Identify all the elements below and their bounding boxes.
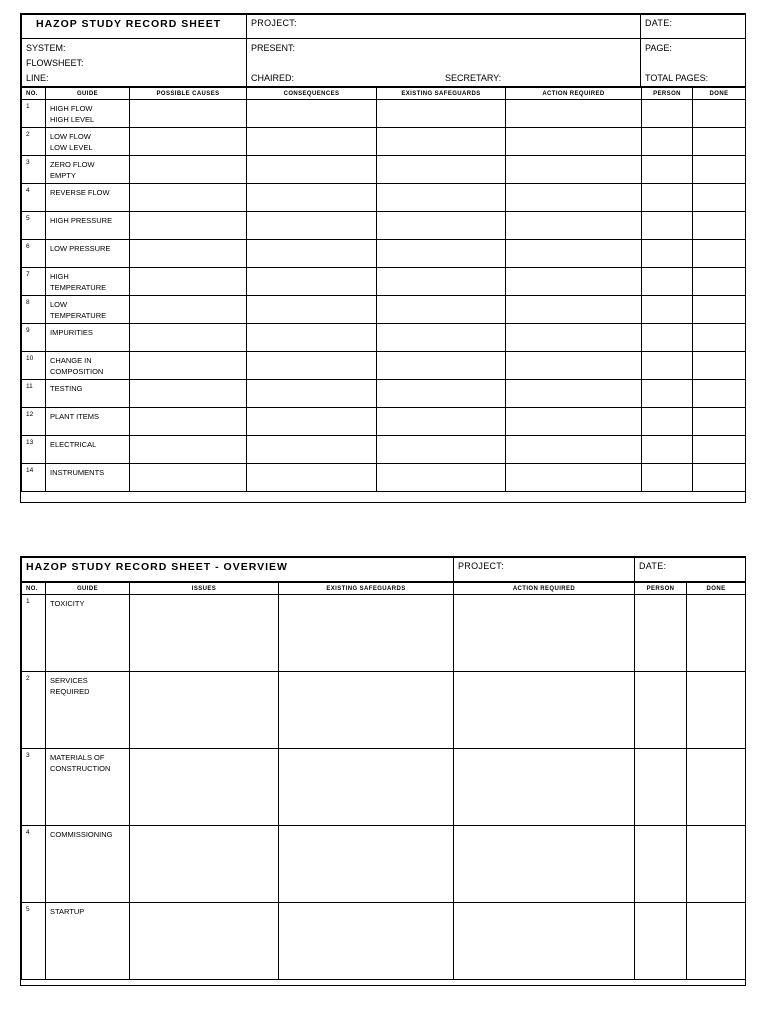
column-header: DONE [693,88,746,100]
entry-cell[interactable] [506,240,642,268]
row-number: 10 [22,352,46,380]
guide-word-line: HIGH FLOW [50,104,93,113]
guide-word-line: MATERIALS OF [50,753,105,762]
sheet1-date-field[interactable]: DATE: [641,15,746,39]
hazop-record-sheet [20,13,746,503]
table-row [22,749,746,826]
guide-word-line: TOXICITY [50,599,85,608]
entry-cell[interactable] [506,100,642,128]
entry-cell[interactable] [377,464,506,492]
entry-cell[interactable] [130,156,247,184]
row-number: 13 [22,436,46,464]
entry-cell[interactable] [130,903,279,980]
column-header: POSSIBLE CAUSES [130,88,247,100]
entry-cell[interactable] [642,352,693,380]
entry-cell[interactable] [635,903,687,980]
guide-word-line: TESTING [50,384,83,393]
column-header: GUIDE [46,583,130,595]
row-number: 3 [22,749,46,826]
entry-cell[interactable] [506,408,642,436]
entry-cell[interactable] [130,380,247,408]
table-row [22,324,746,352]
row-number: 2 [22,672,46,749]
sheet1-present-block[interactable] [247,39,641,87]
entry-cell[interactable] [693,268,746,296]
entry-cell[interactable] [377,268,506,296]
entry-cell[interactable] [377,212,506,240]
guide-word-line: HIGH [50,272,69,281]
row-number: 4 [22,826,46,903]
entry-cell[interactable] [130,672,279,749]
flowsheet-field[interactable]: FLOWSHEET: [26,58,84,68]
row-number: 12 [22,408,46,436]
entry-cell[interactable] [247,380,377,408]
entry-cell[interactable] [693,324,746,352]
entry-cell[interactable] [693,156,746,184]
entry-cell[interactable] [642,408,693,436]
entry-cell[interactable] [506,184,642,212]
guide-word-line: LOW LEVEL [50,143,93,152]
entry-cell[interactable] [247,324,377,352]
column-header: NO. [22,88,46,100]
secretary-field[interactable]: SECRETARY: [445,73,502,83]
sheet2-title: HAZOP STUDY RECORD SHEET - OVERVIEW [22,558,454,582]
row-number: 9 [22,324,46,352]
entry-cell[interactable] [642,296,693,324]
entry-cell[interactable] [635,595,687,672]
entry-cell[interactable] [247,352,377,380]
entry-cell[interactable] [279,903,454,980]
guide-word [46,464,130,492]
entry-cell[interactable] [377,436,506,464]
entry-cell[interactable] [377,408,506,436]
entry-cell[interactable] [377,324,506,352]
table-row [22,296,746,324]
guide-word [46,324,130,352]
entry-cell[interactable] [506,268,642,296]
total-pages-field[interactable]: TOTAL PAGES: [645,73,709,83]
guide-word [46,240,130,268]
entry-cell[interactable] [247,184,377,212]
entry-cell[interactable] [687,749,746,826]
table-row [22,595,746,672]
column-header: EXISTING SAFEGUARDS [279,583,454,595]
column-header: DONE [687,583,746,595]
entry-cell[interactable] [377,100,506,128]
page-field[interactable]: PAGE: [645,43,672,53]
entry-cell[interactable] [130,408,247,436]
guide-word-line: HIGH LEVEL [50,115,95,124]
guide-word [46,100,130,128]
entry-cell[interactable] [247,128,377,156]
sheet2-header-table [21,557,746,582]
entry-cell[interactable] [377,240,506,268]
entry-cell[interactable] [130,464,247,492]
row-number: 2 [22,128,46,156]
guide-word-line: LOW PRESSURE [50,244,111,253]
sheet2-column-headers [22,583,746,595]
table-row [22,672,746,749]
column-header: PERSON [642,88,693,100]
row-number: 4 [22,184,46,212]
guide-word [46,903,130,980]
entry-cell[interactable] [247,408,377,436]
entry-cell[interactable] [693,296,746,324]
entry-cell[interactable] [130,436,247,464]
entry-cell[interactable] [130,240,247,268]
entry-cell[interactable] [693,380,746,408]
sheet1-project-field[interactable]: PROJECT: [247,15,641,39]
entry-cell[interactable] [642,324,693,352]
guide-word [46,212,130,240]
column-header: ACTION REQUIRED [506,88,642,100]
column-header: CONSEQUENCES [247,88,377,100]
entry-cell[interactable] [506,324,642,352]
guide-word-line: PLANT ITEMS [50,412,100,421]
entry-cell[interactable] [642,436,693,464]
sheet1-column-headers [22,88,746,100]
sheet2-date-field[interactable]: DATE: [635,558,746,582]
entry-cell[interactable] [130,184,247,212]
entry-cell[interactable] [693,436,746,464]
guide-word-line: REVERSE FLOW [50,188,110,197]
guide-word [46,128,130,156]
row-number: 6 [22,240,46,268]
entry-cell[interactable] [693,464,746,492]
hazop-overview-sheet [20,556,746,986]
guide-word [46,595,130,672]
entry-cell[interactable] [130,749,279,826]
sheet1-system-block[interactable] [22,39,247,87]
entry-cell[interactable] [506,464,642,492]
system-field[interactable]: SYSTEM: [26,43,66,53]
guide-word-line: HIGH PRESSURE [50,216,113,225]
entry-cell[interactable] [642,464,693,492]
table-row [22,268,746,296]
entry-cell[interactable] [247,100,377,128]
entry-cell[interactable] [377,156,506,184]
row-number: 7 [22,268,46,296]
guide-word [46,184,130,212]
entry-cell[interactable] [247,156,377,184]
sheet1-title: HAZOP STUDY RECORD SHEET [22,15,247,39]
entry-cell[interactable] [454,749,635,826]
row-number: 14 [22,464,46,492]
entry-cell[interactable] [247,268,377,296]
entry-cell[interactable] [130,100,247,128]
column-header: NO. [22,583,46,595]
entry-cell[interactable] [506,128,642,156]
row-number: 3 [22,156,46,184]
table-row [22,903,746,980]
table-row [22,464,746,492]
guide-word-line: SERVICES [50,676,88,685]
row-number: 11 [22,380,46,408]
guide-word-line: STARTUP [50,907,85,916]
sheet1-grid [21,87,746,492]
row-number: 8 [22,296,46,324]
guide-word [46,296,130,324]
row-number: 1 [22,595,46,672]
entry-cell[interactable] [642,268,693,296]
guide-word-line: LOW FLOW [50,132,91,141]
table-row [22,184,746,212]
entry-cell[interactable] [693,128,746,156]
guide-word-line: COMPOSITION [50,367,104,376]
entry-cell[interactable] [693,100,746,128]
column-header: ISSUES [130,583,279,595]
guide-word-line: COMMISSIONING [50,830,113,839]
entry-cell[interactable] [247,240,377,268]
entry-cell[interactable] [454,826,635,903]
entry-cell[interactable] [635,749,687,826]
sheet1-page-block[interactable] [641,39,746,87]
entry-cell[interactable] [506,352,642,380]
row-number: 5 [22,903,46,980]
entry-cell[interactable] [279,595,454,672]
entry-cell[interactable] [279,672,454,749]
entry-cell[interactable] [642,128,693,156]
entry-cell[interactable] [130,324,247,352]
entry-cell[interactable] [247,212,377,240]
entry-cell[interactable] [506,212,642,240]
table-row [22,408,746,436]
entry-cell[interactable] [454,595,635,672]
table-row [22,100,746,128]
entry-cell[interactable] [693,352,746,380]
entry-cell[interactable] [377,128,506,156]
entry-cell[interactable] [130,268,247,296]
entry-cell[interactable] [506,380,642,408]
entry-cell[interactable] [279,749,454,826]
entry-cell[interactable] [693,408,746,436]
table-row [22,240,746,268]
table-row [22,212,746,240]
guide-word-line: ZERO FLOW [50,160,95,169]
table-row [22,128,746,156]
guide-word [46,352,130,380]
guide-word [46,826,130,903]
entry-cell[interactable] [130,826,279,903]
entry-cell[interactable] [635,672,687,749]
entry-cell[interactable] [506,296,642,324]
guide-word [46,268,130,296]
guide-word [46,672,130,749]
entry-cell[interactable] [130,595,279,672]
guide-word-line: LOW [50,300,68,309]
entry-cell[interactable] [687,595,746,672]
table-row [22,380,746,408]
column-header: EXISTING SAFEGUARDS [377,88,506,100]
chaired-field[interactable]: CHAIRED: [251,73,295,83]
entry-cell[interactable] [130,352,247,380]
guide-word-line: REQUIRED [50,687,90,696]
entry-cell[interactable] [279,826,454,903]
entry-cell[interactable] [687,826,746,903]
sheet1-header-table [21,14,746,87]
entry-cell[interactable] [693,184,746,212]
sheet2-project-field[interactable]: PROJECT: [454,558,635,582]
guide-word-line: TEMPERATURE [50,283,107,292]
entry-cell[interactable] [247,464,377,492]
entry-cell[interactable] [642,240,693,268]
entry-cell[interactable] [687,903,746,980]
entry-cell[interactable] [377,352,506,380]
entry-cell[interactable] [377,296,506,324]
column-header: PERSON [635,583,687,595]
entry-cell[interactable] [247,296,377,324]
entry-cell[interactable] [642,212,693,240]
column-header: GUIDE [46,88,130,100]
present-field[interactable]: PRESENT: [251,43,296,53]
table-row [22,156,746,184]
guide-word [46,156,130,184]
entry-cell[interactable] [635,826,687,903]
guide-word [46,749,130,826]
entry-cell[interactable] [130,212,247,240]
guide-word-line: CHANGE IN [50,356,92,365]
sheet2-grid [21,582,746,980]
row-number: 5 [22,212,46,240]
guide-word-line: INSTRUMENTS [50,468,105,477]
entry-cell[interactable] [642,100,693,128]
table-row [22,826,746,903]
guide-word [46,380,130,408]
entry-cell[interactable] [506,156,642,184]
entry-cell[interactable] [130,296,247,324]
entry-cell[interactable] [642,380,693,408]
guide-word-line: EMPTY [50,171,76,180]
entry-cell[interactable] [687,672,746,749]
entry-cell[interactable] [247,436,377,464]
entry-cell[interactable] [693,240,746,268]
guide-word [46,436,130,464]
entry-cell[interactable] [642,156,693,184]
entry-cell[interactable] [454,672,635,749]
entry-cell[interactable] [377,184,506,212]
entry-cell[interactable] [506,436,642,464]
guide-word-line: IMPURITIES [50,328,93,337]
line-field[interactable]: LINE: [26,73,49,83]
guide-word [46,408,130,436]
guide-word-line: TEMPERATURE [50,311,107,320]
entry-cell[interactable] [642,184,693,212]
table-row [22,352,746,380]
entry-cell[interactable] [377,380,506,408]
guide-word-line: CONSTRUCTION [50,764,111,773]
entry-cell[interactable] [693,212,746,240]
entry-cell[interactable] [454,903,635,980]
row-number: 1 [22,100,46,128]
entry-cell[interactable] [130,128,247,156]
guide-word-line: ELECTRICAL [50,440,97,449]
table-row [22,436,746,464]
column-header: ACTION REQUIRED [454,583,635,595]
